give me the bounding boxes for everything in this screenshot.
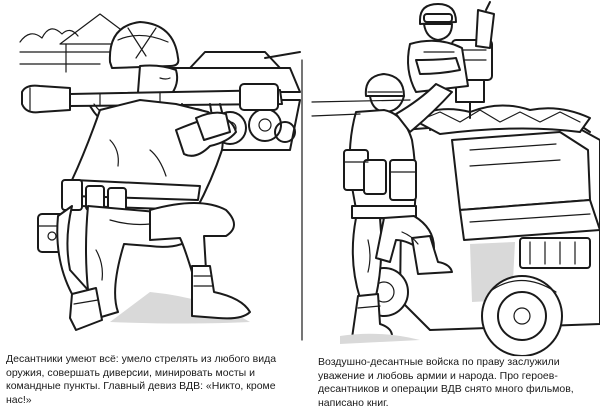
right-caption: Воздушно-десантные войска по праву заслужили уважение и любовь армии и народа. Про героев-десантников и операции ВДВ снято много фильмов, написано книг. xyxy=(318,356,600,410)
left-caption: Десантники умеют всё: умело стрелять из любого вида оружия, совершать диверсии, минировать мосты и командные пункты. Главный девиз ВДВ: «Никто, кроме нас!» xyxy=(6,353,296,407)
vehicle-wheel xyxy=(482,276,562,356)
gunner-soldier xyxy=(408,4,468,92)
